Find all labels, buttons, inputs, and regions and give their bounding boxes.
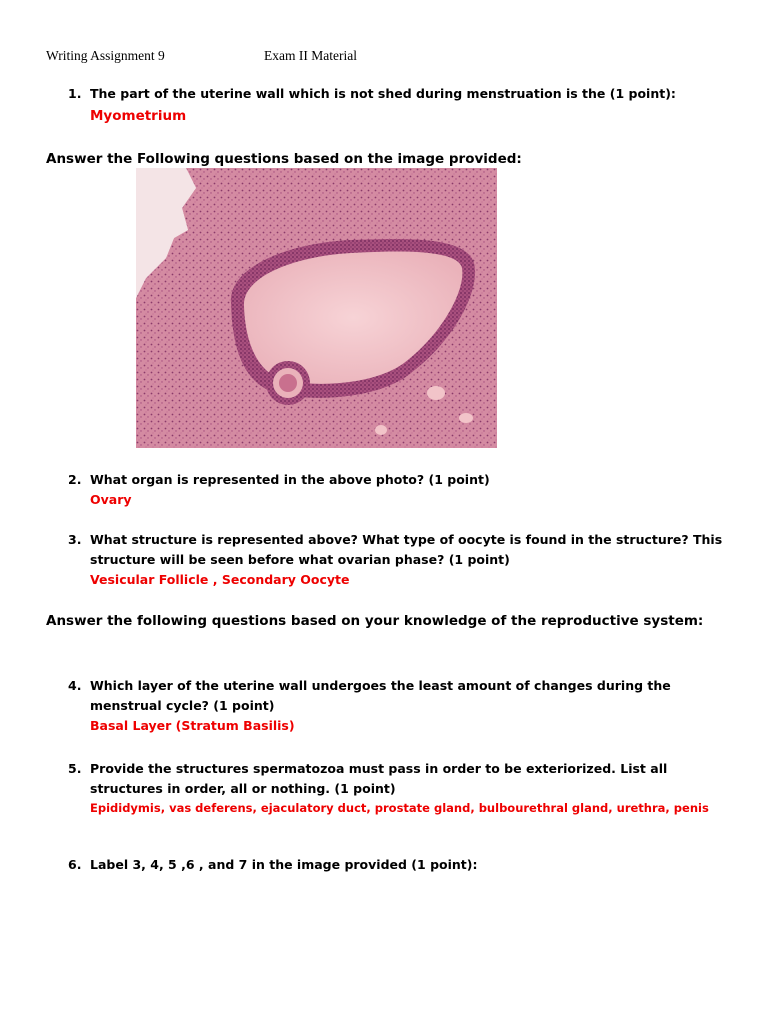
answer-text: Ovary [90, 492, 132, 507]
question-text: Label 3, 4, 5 ,6 , and 7 in the image provided (1 point): [90, 857, 478, 872]
question-text: What organ is represented in the above photo? (1 point) [90, 472, 490, 487]
section-heading-knowledge-questions: Answer the following questions based on your knowledge of the reproductive system: [46, 613, 704, 629]
question-text: What structure is represented above? What type of oocyte is found in the structure? This structure will be seen before what ovarian phase? (1 point) [90, 532, 723, 567]
question-3 [68, 530, 728, 590]
question-text: Which layer of the uterine wall undergoes the least amount of changes during the menstrual cycle? (1 point) [90, 678, 671, 713]
answer-text: Basal Layer (Stratum Basilis) [90, 718, 295, 733]
exam-material-label: Exam II Material [264, 48, 357, 63]
question-number: 6. [68, 857, 82, 872]
question-2 [68, 470, 728, 510]
answer-text: Myometrium [90, 108, 187, 124]
ovary-histology-image [136, 168, 497, 448]
question-5 [68, 759, 728, 817]
question-text: Provide the structures spermatozoa must pass in order to be exteriorized. List all structures in order, all or nothing. (1 point) [90, 761, 668, 796]
question-text: The part of the uterine wall which is not shed during menstruation is the (1 point): [90, 86, 676, 101]
section-heading-image-questions: Answer the Following questions based on the image provided: [46, 151, 522, 167]
assignment-title: Writing Assignment 9 [46, 48, 165, 63]
answer-text: Epididymis, vas deferens, ejaculatory duct, prostate gland, bulbourethral gland, urethra, penis [90, 801, 709, 815]
question-number: 2. [68, 472, 82, 487]
question-4 [68, 676, 728, 736]
ovary-histology-icon [136, 168, 497, 448]
question-number: 5. [68, 761, 82, 776]
question-number: 4. [68, 678, 82, 693]
answer-text: Vesicular Follicle , Secondary Oocyte [90, 572, 350, 587]
question-1 [68, 84, 728, 126]
question-number: 1. [68, 86, 82, 101]
question-number: 3. [68, 532, 82, 547]
question-6 [68, 855, 728, 875]
